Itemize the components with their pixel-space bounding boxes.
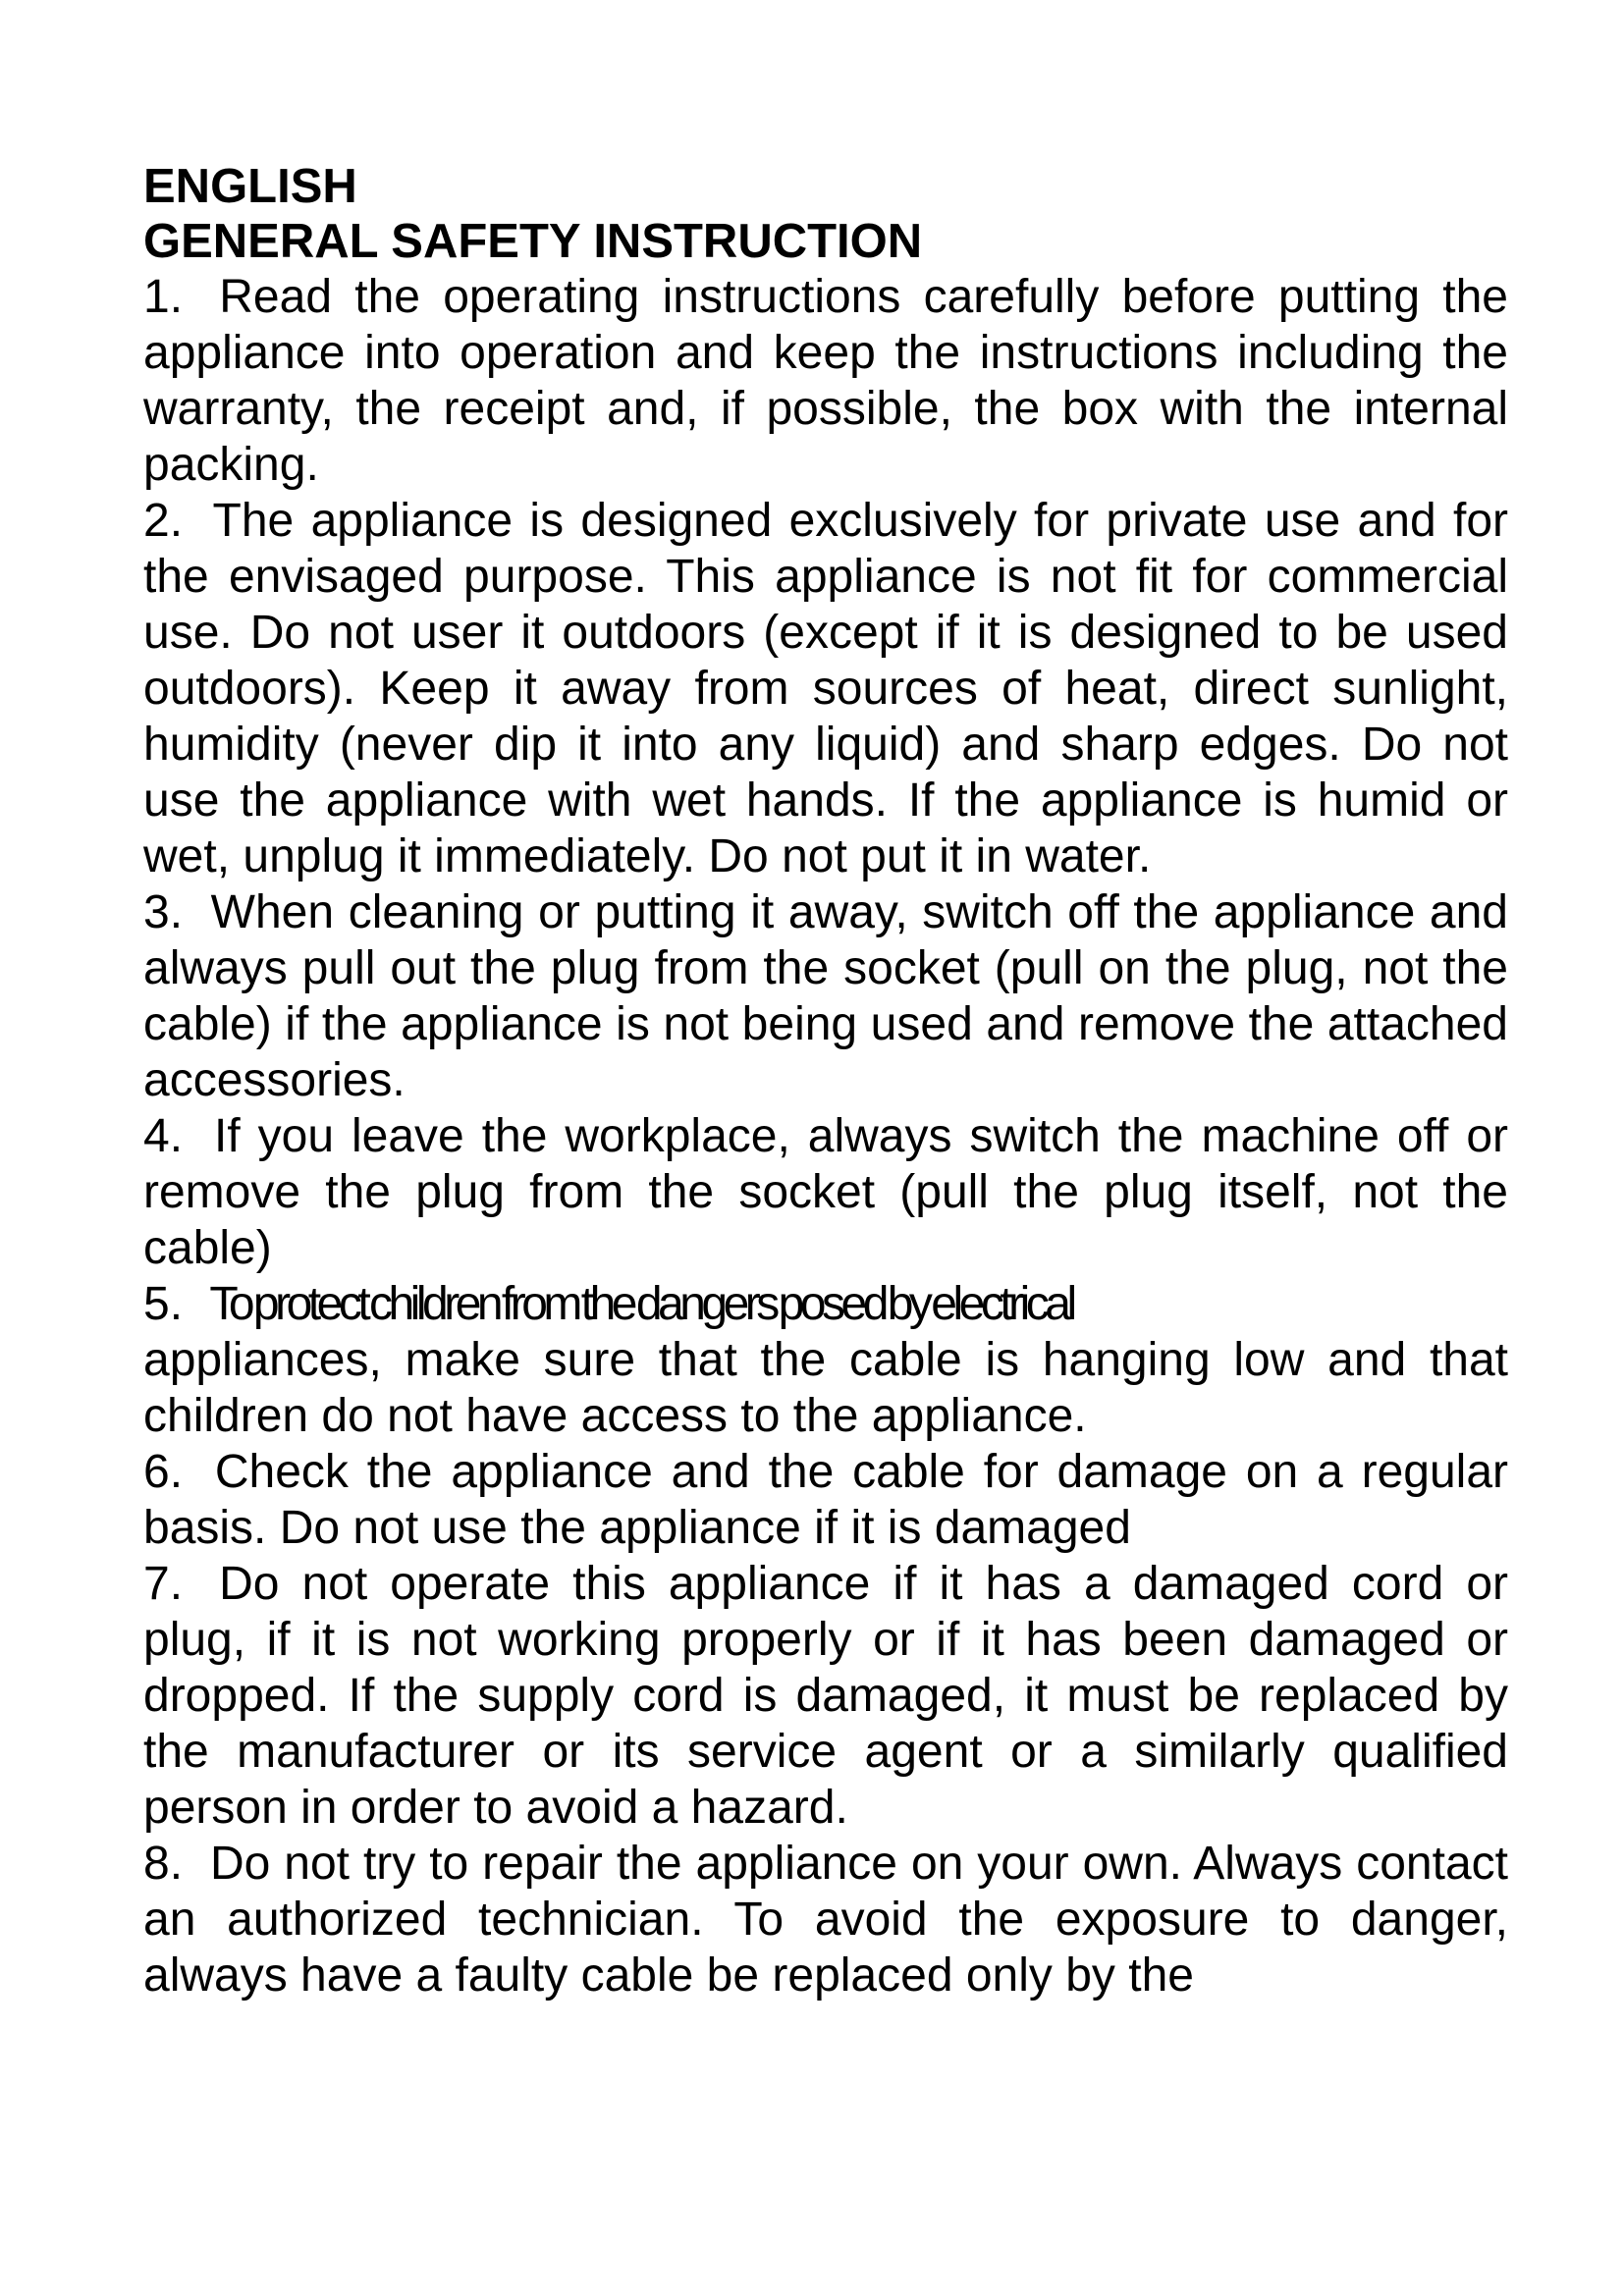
item-number: 8. — [143, 1838, 184, 1890]
instruction-list — [143, 269, 1508, 2003]
item-number: 7. — [143, 1558, 184, 1610]
item-text: Read the operating instructions carefully before putting the appliance into operation and keep the instructions including the warranty, the receipt and, if possible, the box with the internal packing. — [143, 271, 1508, 491]
instruction-item-3 — [143, 884, 1508, 1108]
item-text-condensed-line: To protect children from the dangers posed by electrical — [209, 1278, 1073, 1330]
instruction-item-1 — [143, 269, 1508, 493]
document-page — [143, 159, 1508, 2003]
item-number: 5. — [143, 1278, 184, 1330]
item-text: When cleaning or putting it away, switch off the appliance and always pull out the plug from the socket (pull on the plug, not the cable) if the appliance is not being used and remove the attached accessories. — [143, 886, 1508, 1106]
item-number: 1. — [143, 271, 184, 323]
instruction-item-4 — [143, 1108, 1508, 1276]
item-number: 2. — [143, 495, 184, 547]
item-number: 6. — [143, 1446, 184, 1498]
instruction-item-8 — [143, 1836, 1508, 2003]
section-heading: GENERAL SAFETY INSTRUCTION — [143, 215, 923, 268]
instruction-item-6 — [143, 1444, 1508, 1556]
item-number: 4. — [143, 1110, 184, 1162]
item-text: Check the appliance and the cable for damage on a regular basis. Do not use the appliance if it is damaged — [143, 1446, 1508, 1554]
item-text: The appliance is designed exclusively for private use and for the envisaged purpose. This appliance is not fit for commercial use. Do not user it outdoors (except if it is designed to be used outdoors). Keep it away from sources of heat, direct sunlight, humidity (never dip it into any liquid) and sharp edges. Do not use the appliance with wet hands. If the appliance is humid or wet, unplug it immediately. Do not put it in water. — [143, 495, 1509, 882]
language-heading: ENGLISH — [143, 160, 357, 213]
item-number: 3. — [143, 886, 184, 938]
item-text: If you leave the workplace, always switch the machine off or remove the plug from the socket (pull the plug itself, not the cable) — [143, 1110, 1508, 1274]
instruction-item-5 — [143, 1276, 1508, 1444]
item-text: Do not try to repair the appliance on your own. Always contact an authorized technician. To avoid the exposure to danger, always have a faulty cable be replaced only by the — [143, 1838, 1508, 2002]
item-text: appliances, make sure that the cable is hanging low and that children do not have access to the appliance. — [143, 1334, 1508, 1442]
item-text: Do not operate this appliance if it has a damaged cord or plug, if it is not working properly or if it has been damaged or dropped. If the supply cord is damaged, it must be replaced by the manufacturer or its service agent or a similarly qualified person in order to avoid a hazard. — [143, 1558, 1508, 1834]
instruction-item-7 — [143, 1556, 1508, 1836]
instruction-item-2 — [143, 493, 1508, 884]
